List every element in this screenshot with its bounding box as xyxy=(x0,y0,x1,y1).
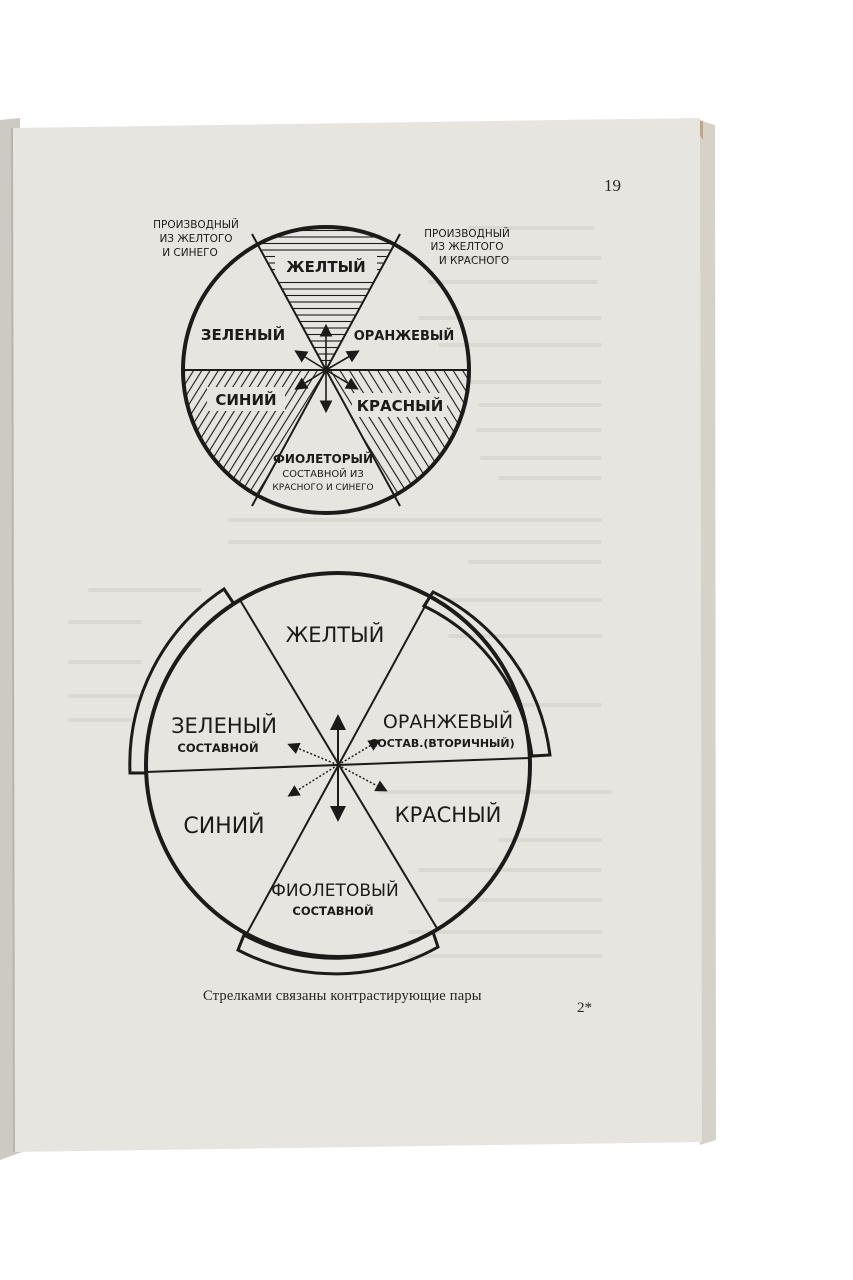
label-violet-note-1: СОСТАВНОЙ ИЗ xyxy=(282,469,364,480)
label-green: ЗЕЛЕНЫЙ xyxy=(171,714,277,738)
svg-text:ИЗ ЖЕЛТОГО: ИЗ ЖЕЛТОГО xyxy=(430,241,504,253)
label-green: ЗЕЛЕНЫЙ xyxy=(200,326,286,344)
label-red: КРАСНЫЙ xyxy=(394,803,502,827)
label-blue: СИНИЙ xyxy=(183,814,265,839)
label-violet: ФИОЛЕТОРЫЙ xyxy=(273,452,373,466)
page-number: 19 xyxy=(604,176,621,195)
svg-text:И КРАСНОГО: И КРАСНОГО xyxy=(438,255,510,267)
label-violet-sub: СОСТАВНОЙ xyxy=(292,904,374,918)
label-green-sub: СОСТАВНОЙ xyxy=(177,741,259,755)
label-orange-sub: СОСТАВ.(ВТОРИЧНЫЙ) xyxy=(369,737,515,750)
label-yellow: ЖЕЛТЫЙ xyxy=(286,258,366,276)
svg-text:ИЗ ЖЕЛТОГО: ИЗ ЖЕЛТОГО xyxy=(159,233,233,245)
label-violet-note-2: КРАСНОГО И СИНЕГО xyxy=(272,483,374,493)
label-red: КРАСНЫЙ xyxy=(356,397,444,415)
signature-mark: 2* xyxy=(577,1000,592,1016)
label-violet: ФИОЛЕТОВЫЙ xyxy=(271,881,399,901)
figure-caption: Стрелками связаны контрастирующие пары xyxy=(203,988,482,1004)
svg-text:ПРОИЗВОДНЫЙ: ПРОИЗВОДНЫЙ xyxy=(153,219,239,231)
label-blue: СИНИЙ xyxy=(215,391,277,409)
label-yellow: ЖЕЛТЫЙ xyxy=(285,623,385,647)
label-orange: ОРАНЖЕВЫЙ xyxy=(353,329,455,344)
svg-text:ПРОИЗВОДНЫЙ: ПРОИЗВОДНЫЙ xyxy=(424,228,510,240)
svg-text:И СИНЕГО: И СИНЕГО xyxy=(162,247,218,259)
label-orange: ОРАНЖЕВЫЙ xyxy=(382,711,514,733)
